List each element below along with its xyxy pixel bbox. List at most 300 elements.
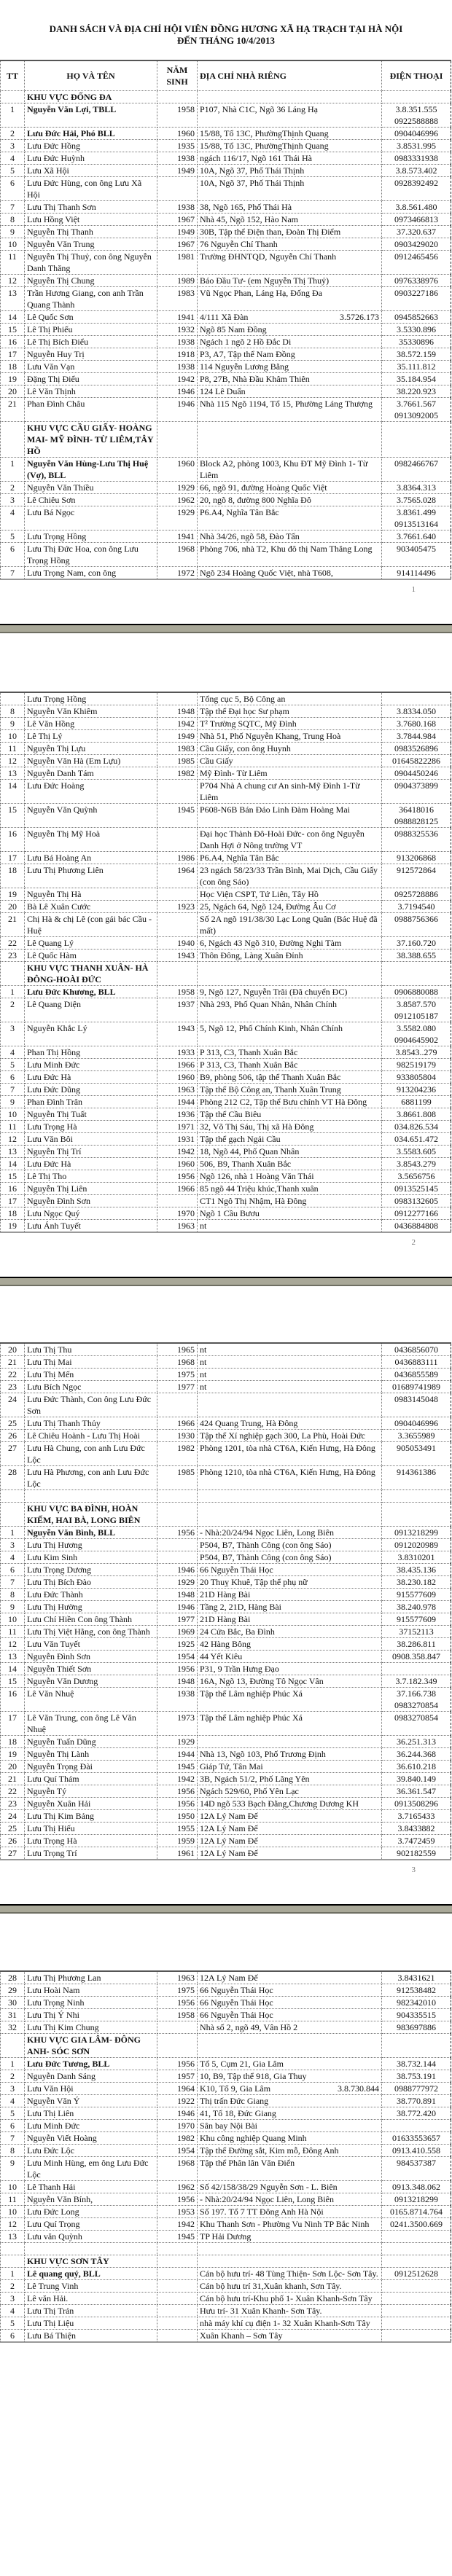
table-row [1, 1393, 451, 1417]
member-phone: 914114496 [382, 567, 451, 580]
member-name: Lưu Trọng Hà [25, 1835, 157, 1847]
address-text: 21D Hàng Bài [200, 1589, 251, 1600]
member-number: 10 [1, 730, 25, 743]
page-number: 2 [411, 1238, 416, 1247]
member-phone: 933805804 [382, 1071, 451, 1084]
member-number: 14 [1, 311, 25, 324]
address-text: 20, ngõ 8, đường 800 Nghĩa Đô [200, 495, 311, 505]
table-row [1, 2009, 451, 2021]
birth-year: 1960 [157, 458, 198, 482]
address-text: 41, Tổ 18, Đức Giang [200, 2108, 276, 2118]
member-phone: 0976338976 [382, 275, 451, 287]
member-phone: 37152113 [382, 1626, 451, 1638]
birth-year: 1956 [157, 2193, 198, 2206]
table-row [1, 1356, 451, 1369]
address-text: 85 ngõ 44 Triệu khúc,Thanh xuân [200, 1183, 319, 1194]
member-number: 13 [1, 2231, 25, 2243]
birth-year: 1956 [157, 2058, 198, 2070]
member-phone: 37.166.738 0983270854 [382, 1688, 451, 1712]
member-phone [382, 2280, 451, 2293]
member-name: Lê Chiêu Hoành - Lưu Thị Hoài [25, 1430, 157, 1442]
member-address [198, 1183, 382, 1195]
address-text: Tổ 5, Cụm 21, Gia Lâm [200, 2059, 284, 2069]
member-name: Nguyễn Tuấn Dũng [25, 1736, 157, 1748]
member-number: 5 [1, 165, 25, 177]
birth-year: 1983 [157, 287, 198, 311]
address-text: 66 Nguyễn Thái Học [200, 2010, 273, 2020]
address-text: nt [200, 1221, 207, 1231]
table-row [1, 1207, 451, 1220]
address-text: 6, Ngách 43 Ngõ 310, Đường Nghi Tàm [200, 938, 342, 948]
member-number: 2 [1, 482, 25, 494]
member-number: 11 [1, 1121, 25, 1133]
address-text: B9, phòng 506, tập thể Thanh Xuân Bắc [200, 1072, 341, 1082]
table-row [1, 2317, 451, 2330]
member-phone: 0913218299 [382, 1527, 451, 1539]
member-number: 1 [1, 2058, 25, 2070]
member-name: Lưu Trọng Hồng [25, 692, 157, 705]
member-number: 6 [1, 2330, 25, 2343]
member-number: 5 [1, 2107, 25, 2120]
member-address [198, 1675, 382, 1688]
table-row [1, 1046, 451, 1059]
member-address [198, 1490, 382, 1503]
table-row [1, 913, 451, 937]
member-name [25, 2243, 157, 2255]
address-text: - Nhà:20/24/94 Ngọc Liên, Long Biên [200, 2194, 334, 2204]
member-address [198, 1381, 382, 1393]
tt-cell [1, 1503, 25, 1527]
birth-year [157, 1195, 198, 1207]
table-row [1, 1121, 451, 1133]
member-address [198, 1527, 382, 1539]
table-row [1, 385, 451, 398]
section-row [1, 2034, 451, 2058]
member-address [198, 2009, 382, 2021]
section-row [1, 422, 451, 458]
member-number: 3 [1, 140, 25, 152]
address-text: P31, 9 Trần Hưng Đạo [200, 1664, 279, 1674]
member-address [198, 140, 382, 152]
address-text: P6.A4, Nghĩa Tân Bắc [200, 853, 279, 863]
member-address [198, 251, 382, 275]
member-number: 27 [1, 1442, 25, 1466]
table-row [1, 780, 451, 804]
member-name: Lưu Bá Thiện [25, 2330, 157, 2343]
table-row [1, 1220, 451, 1233]
tt-cell [1, 422, 25, 458]
member-number: 13 [1, 287, 25, 311]
address-text: 10A, Ngõ 37, Phố Thái Thịnh [200, 178, 305, 188]
member-number: 8 [1, 1589, 25, 1601]
member-number: 7 [1, 201, 25, 214]
birth-year [157, 780, 198, 804]
member-phone: 36.361.547 [382, 1785, 451, 1798]
member-phone: 3.8531.995 [382, 140, 451, 152]
member-number: 15 [1, 1170, 25, 1183]
address-text: 3B, Ngách 51/2, Phố Lãng Yên [200, 1774, 310, 1784]
member-address [198, 1170, 382, 1183]
member-number: 19 [1, 1748, 25, 1761]
header-year: NĂM SINH [157, 60, 198, 91]
table-row [1, 1183, 451, 1195]
member-name: Lưu Thị Mai [25, 1356, 157, 1369]
member-name: Lưu Thị Trản [25, 2305, 157, 2317]
address-phone: 3.5726.173 [340, 312, 379, 322]
member-number [1, 1490, 25, 1503]
address-text: Hưu trí- 31 Xuân Khanh- Sơn Tây. [200, 2306, 322, 2316]
address-cell [198, 962, 382, 986]
member-name: Lưu Thị Thanh Sơn [25, 201, 157, 214]
member-address [198, 2095, 382, 2107]
table-row [1, 998, 451, 1022]
birth-year [157, 2330, 198, 2343]
member-name: Lê Chiêu Sơn [25, 494, 157, 506]
birth-year: 1942 [157, 1773, 198, 1785]
member-phone: 38.753.191 [382, 2070, 451, 2083]
member-name: Lưu Trọng Hà [25, 1121, 157, 1133]
page-3 [0, 1286, 452, 1904]
member-phone: 0945852663 [382, 311, 451, 324]
address-text: Tầng 2, 21D, Hàng Bài [200, 1602, 281, 1612]
member-number: 22 [1, 1369, 25, 1381]
member-name: Lưu Ánh Tuyết [25, 1220, 157, 1233]
member-address [198, 888, 382, 901]
member-number: 1 [1, 103, 25, 128]
table-row [1, 2330, 451, 2343]
birth-year: 1975 [157, 1984, 198, 1997]
member-name: Nguyễn Văn Bình, BLL [25, 1527, 157, 1539]
phone-cell [382, 2255, 451, 2268]
member-name: Lưu Quí Trọng [25, 2218, 157, 2231]
member-address [198, 1195, 382, 1207]
birth-year: 1962 [157, 494, 198, 506]
table-row [1, 1133, 451, 1146]
member-name: Lưu Hoài Nam [25, 1984, 157, 1997]
tt-cell [1, 2034, 25, 2058]
member-address [198, 1835, 382, 1847]
address-text: P 313, C3, Thanh Xuân Bắc [200, 1060, 298, 1070]
member-address [198, 2058, 382, 2070]
table-row [1, 1564, 451, 1576]
member-name: Lưu Kim Sinh [25, 1551, 157, 1564]
address-text: Tập thể gạch Ngải Cầu [200, 1134, 281, 1144]
member-name: Lưu Thị Hương [25, 1539, 157, 1551]
member-address [198, 864, 382, 888]
year-cell [157, 962, 198, 986]
address-text: Phòng 706, nhà T2, Khu đô thị Nam Thăng Long [200, 544, 373, 554]
member-number: 11 [1, 251, 25, 275]
address-text: 20 Thuỵ Khuê, Tập thể phụ nữ [200, 1577, 308, 1587]
address-text: Số 42/158/38/29 Nguyễn Sơn - L. Biên [200, 2182, 338, 2192]
birth-year [157, 1490, 198, 1503]
member-name: Lê Thị Phiếu [25, 324, 157, 336]
member-name: Lưu Thị Hường [25, 1601, 157, 1613]
member-number: 10 [1, 1613, 25, 1626]
birth-year: 1946 [157, 385, 198, 398]
member-phone: 983697886 [382, 2021, 451, 2034]
address-text: Ngách 1 ngõ 2 Hồ Đắc Di [200, 337, 292, 347]
birth-year: 1963 [157, 1220, 198, 1233]
member-number: 1 [1, 986, 25, 998]
table-row [1, 2058, 451, 2070]
address-text: 10, B9, Tập thể 918, Gia Thuy [200, 2071, 307, 2081]
member-address [198, 1638, 382, 1651]
address-text: Đại học Thành Đô-Hoài Đức- con ông Nguyễn Danh Hợi ở Nông trường VT [200, 829, 365, 850]
table-row [1, 103, 451, 128]
address-text: Ngách 529/60, Phố Yên Lạc [200, 1786, 299, 1796]
table-row [1, 705, 451, 718]
member-address [198, 1442, 382, 1466]
year-cell [157, 91, 198, 103]
birth-year [157, 2305, 198, 2317]
address-cell [198, 1503, 382, 1527]
birth-year: 1946 [157, 398, 198, 422]
address-text: Nhà 13, Ngõ 103, Phố Trương Định [200, 1749, 326, 1759]
birth-year: 1930 [157, 1430, 198, 1442]
table-row [1, 1170, 451, 1183]
address-text: K10, Tổ 9, Gia Lâm [200, 2083, 271, 2094]
member-address [198, 1356, 382, 1369]
member-name: Nguyễn Thiết Sơn [25, 1663, 157, 1675]
table-row [1, 1688, 451, 1712]
birth-year: 1985 [157, 755, 198, 767]
member-phone: 902182559 [382, 1847, 451, 1860]
member-number: 6 [1, 1564, 25, 1576]
birth-year: 1949 [157, 730, 198, 743]
member-number: 17 [1, 348, 25, 361]
birth-year: 1942 [157, 1146, 198, 1158]
member-number: 23 [1, 1798, 25, 1810]
birth-year: 1931 [157, 1133, 198, 1146]
member-phone: 3.8361.499 0913513164 [382, 506, 451, 531]
member-address [198, 718, 382, 730]
member-address [198, 506, 382, 531]
member-number: 7 [1, 1576, 25, 1589]
member-address [198, 901, 382, 913]
member-phone: 0988777972 [382, 2083, 451, 2095]
title-line-2: ĐẾN THÁNG 10/4/2013 [176, 35, 276, 46]
birth-year: 1985 [157, 1466, 198, 1490]
member-name: Lê Thị Lý [25, 730, 157, 743]
birth-year: 1961 [157, 1847, 198, 1860]
member-name: Lưu Đức Hà [25, 1158, 157, 1170]
table-row [1, 398, 451, 422]
member-phone: 38.435.136 [382, 1564, 451, 1576]
address-text: Tổng cục 5, Bộ Công an [200, 694, 286, 704]
member-phone: 3.7661.640 [382, 531, 451, 543]
member-address [198, 950, 382, 962]
member-phone: 0988325536 [382, 828, 451, 852]
table-row [1, 1626, 451, 1638]
member-number: 12 [1, 2218, 25, 2231]
member-number: 26 [1, 1835, 25, 1847]
address-text: 21D Hàng Bài [200, 1614, 251, 1624]
address-text: nt [200, 1357, 207, 1367]
table-row [1, 324, 451, 336]
member-phone [382, 2317, 451, 2330]
member-phone: 0988756366 [382, 913, 451, 937]
member-address [198, 543, 382, 567]
member-phone: 0436856070 [382, 1343, 451, 1356]
address-text: nt [200, 1369, 207, 1379]
table-row [1, 730, 451, 743]
member-number: 12 [1, 755, 25, 767]
birth-year: 1960 [157, 1071, 198, 1084]
member-address [198, 2268, 382, 2280]
member-name: Lưu Hà Chung, con anh Lưu Đức Lộc [25, 1442, 157, 1466]
birth-year: 1936 [157, 1108, 198, 1121]
member-number: 6 [1, 2120, 25, 2132]
member-name: Đặng Thị Điểu [25, 373, 157, 385]
birth-year: 1975 [157, 1369, 198, 1381]
member-name: Lưu Đức Khương, BLL [25, 986, 157, 998]
address-text: 424 Quang Trung, Hà Đông [200, 1418, 298, 1428]
member-address [198, 275, 382, 287]
birth-year: 1983 [157, 743, 198, 755]
member-address [198, 1984, 382, 1997]
member-phone: 3.8.573.402 [382, 165, 451, 177]
member-address [198, 1417, 382, 1430]
table-row [1, 2231, 451, 2243]
birth-year [157, 2317, 198, 2330]
member-name: Lưu Thị Liệu [25, 2317, 157, 2330]
member-address [198, 128, 382, 140]
member-name: Lưu Đức Hồng [25, 140, 157, 152]
table-row [1, 1835, 451, 1847]
member-number: 17 [1, 1195, 25, 1207]
birth-year: 1948 [157, 1589, 198, 1601]
member-address [198, 1158, 382, 1170]
table-row [1, 494, 451, 506]
member-number: 4 [1, 506, 25, 531]
table-row [1, 1059, 451, 1071]
member-address [198, 1108, 382, 1121]
member-phone: 6881199 [382, 1096, 451, 1108]
member-number: 32 [1, 2021, 25, 2034]
table-row [1, 950, 451, 962]
table-row [1, 828, 451, 852]
table-row [1, 287, 451, 311]
member-number: 2 [1, 128, 25, 140]
member-name: Lưu Thị Kim Chung [25, 2021, 157, 2034]
birth-year: 1955 [157, 1823, 198, 1835]
member-address [198, 2083, 382, 2095]
member-address [198, 743, 382, 755]
table-row [1, 336, 451, 348]
address-text: Nhà 115 Ngõ 1194, Tổ 15, Phường Láng Thượng [200, 399, 373, 409]
header-phone: ĐIỆN THOẠI [382, 60, 451, 91]
member-address [198, 1576, 382, 1589]
address-text: 66 Nguyễn Thái Học [200, 1985, 273, 1995]
member-phone: 0904373899 [382, 780, 451, 804]
page-bottom-margin [0, 595, 452, 624]
member-number: 8 [1, 214, 25, 226]
member-phone: 38.286.811 [382, 1638, 451, 1651]
member-phone: 0436884808 [382, 1220, 451, 1233]
address-text: Cầu Giấy, con ông Huynh [200, 743, 291, 753]
table-row [1, 2181, 451, 2193]
member-address [198, 804, 382, 828]
member-name: Phan Đình Trân [25, 1096, 157, 1108]
member-number: 25 [1, 1823, 25, 1835]
member-number: 28 [1, 1971, 25, 1984]
member-number: 3 [1, 2083, 25, 2095]
birth-year: 1943 [157, 950, 198, 962]
address-text: P6.A4, Nghĩa Tân Bắc [200, 507, 279, 517]
member-phone: 0904046996 [382, 1417, 451, 1430]
table-row [1, 1785, 451, 1798]
tt-cell [1, 91, 25, 103]
member-phone [382, 2231, 451, 2243]
member-address [198, 692, 382, 705]
member-name: Lưu Văn Bôi [25, 1133, 157, 1146]
address-text: Cán bộ hưu trí- 48 Tùng Thiện- Sơn Lộc- Sơn Tây. [200, 2268, 378, 2279]
member-number: 5 [1, 1059, 25, 1071]
member-address [198, 531, 382, 543]
member-address [198, 998, 382, 1022]
member-name: Lê Văn Trung, con ông Lê Văn Nhuệ [25, 1712, 157, 1736]
member-address [198, 165, 382, 177]
member-phone: 01645822286 [382, 755, 451, 767]
member-number: 10 [1, 2181, 25, 2193]
address-text: 38, Ngõ 165, Phố Thái Hà [200, 202, 292, 212]
member-name: Lưu Thị Liên [25, 2107, 157, 2120]
table-row [1, 226, 451, 238]
members-table [0, 1342, 451, 1860]
address-text: Nhà số 2, ngõ 49, Vân Hồ 2 [200, 2022, 298, 2032]
table-row [1, 1146, 451, 1158]
member-name: Lưu Bích Ngọc [25, 1381, 157, 1393]
member-name: Lê Văn Thịnh [25, 385, 157, 398]
birth-year: 1967 [157, 238, 198, 251]
member-address [198, 2181, 382, 2193]
member-name: Nguyễn Thị Mỹ Hoà [25, 828, 157, 852]
member-address [198, 1046, 382, 1059]
member-phone: 913206868 [382, 852, 451, 864]
member-number: 13 [1, 1651, 25, 1663]
table-row [1, 152, 451, 165]
member-address [198, 2070, 382, 2083]
member-address [198, 1430, 382, 1442]
member-phone [382, 2293, 451, 2305]
member-phone: 3.7194540 [382, 901, 451, 913]
member-name: Lưu Đức Hoàng [25, 780, 157, 804]
table-row [1, 767, 451, 780]
page-number: 1 [411, 585, 416, 594]
birth-year: 1918 [157, 348, 198, 361]
address-text: 24 Cửa Bắc, Ba Đình [200, 1626, 275, 1637]
birth-year: 1967 [157, 214, 198, 226]
member-address [198, 1369, 382, 1381]
birth-year: 1946 [157, 2107, 198, 2120]
table-row [1, 348, 451, 361]
table-row [1, 251, 451, 275]
table-row [1, 2157, 451, 2181]
member-number: 24 [1, 1810, 25, 1823]
member-number: 19 [1, 373, 25, 385]
member-address [198, 324, 382, 336]
member-address [198, 2157, 382, 2181]
birth-year: 1958 [157, 2009, 198, 2021]
member-address [198, 103, 382, 128]
member-name: Nguyễn Viết Hoàng [25, 2132, 157, 2145]
member-name: Lưu Trọng Hồng [25, 531, 157, 543]
address-text: Sân bay Nội Bài [200, 2121, 257, 2131]
table-row [1, 2145, 451, 2157]
table-row [1, 1084, 451, 1096]
member-name: Lê Quang Lý [25, 937, 157, 950]
